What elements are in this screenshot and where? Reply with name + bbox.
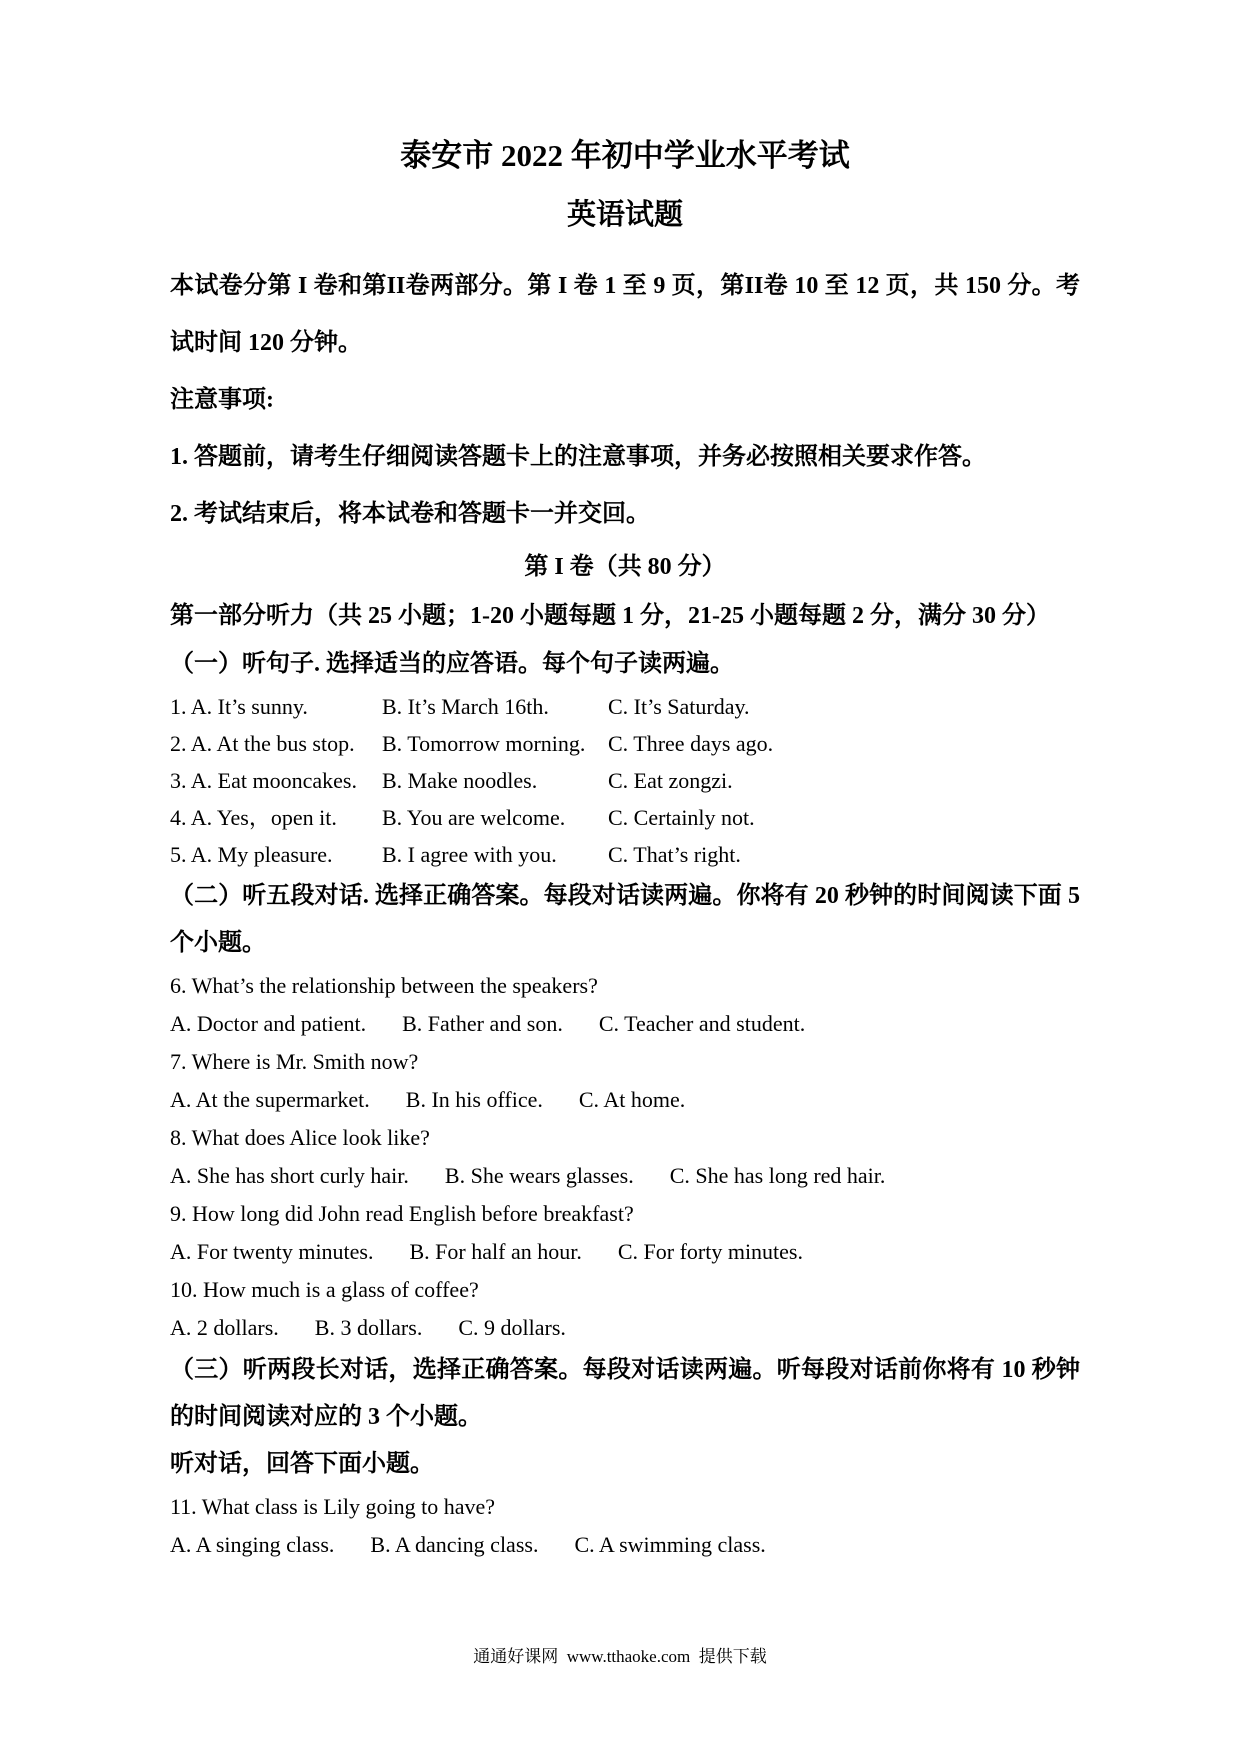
option-b: B. You are welcome. — [382, 805, 566, 830]
page-title: 泰安市 2022 年初中学业水平考试 — [400, 138, 850, 173]
option-b: B. I agree with you. — [382, 842, 557, 867]
listening-item-row-5 — [170, 836, 1080, 873]
option-a: A. 2 dollars. — [170, 1315, 279, 1340]
exam-intro: 本试卷分第 I 卷和第II卷两部分。第 I 卷 1 至 9 页，第II卷 10 至 12 页，共 150 分。考试时间 120 分钟。 — [170, 273, 1080, 356]
section2-heading: （二）听五段对话. 选择正确答案。每段对话读两遍。你将有 20 秒钟的时间阅读下面 5 个小题。 — [170, 883, 1080, 956]
option-a: 5. A. My pleasure. — [170, 842, 333, 867]
answers-row-10 — [170, 1309, 1080, 1347]
option-c: C. Certainly not. — [608, 805, 755, 830]
option-b: B. Tomorrow morning. — [382, 731, 586, 756]
option-c: C. Teacher and student. — [598, 1011, 806, 1036]
option-b: B. A dancing class. — [370, 1532, 539, 1557]
option-b: B. She wears glasses. — [444, 1163, 634, 1188]
option-a: 4. A. Yes，open it. — [170, 805, 337, 830]
listening-item-row-2 — [170, 725, 1080, 762]
section3-heading: （三）听两段长对话，选择正确答案。每段对话读两遍。听每段对话前你将有 10 秒钟的时间阅读对应的 3 个小题。 — [170, 1357, 1080, 1430]
question-8: 8. What does Alice look like? — [170, 1125, 430, 1150]
question-7: 7. Where is Mr. Smith now? — [170, 1049, 419, 1074]
note-item-2: 2. 考试结束后，将本试卷和答题卡一并交回。 — [170, 501, 650, 527]
part1-heading: 第一部分听力（共 25 小题；1-20 小题每题 1 分，21-25 小题每题 2 分，满分 30 分） — [170, 603, 1050, 629]
listening-item-row-3 — [170, 762, 1080, 799]
note-item-1: 1. 答题前，请考生仔细阅读答题卡上的注意事项，并务必按照相关要求作答。 — [170, 444, 986, 470]
option-a: 2. A. At the bus stop. — [170, 731, 355, 756]
option-a: 1. A. It’s sunny. — [170, 694, 308, 719]
option-b: B. 3 dollars. — [314, 1315, 423, 1340]
option-b: B. For half an hour. — [409, 1239, 582, 1264]
answers-row-8 — [170, 1157, 1080, 1195]
answers-row-7 — [170, 1081, 1080, 1119]
listening-item-row-1 — [170, 688, 1080, 725]
volume-heading: 第 I 卷（共 80 分） — [524, 554, 726, 580]
option-c: C. 9 dollars. — [458, 1315, 566, 1340]
section1-heading: （一）听句子. 选择适当的应答语。每个句子读两遍。 — [170, 651, 734, 677]
section3-subheading: 听对话，回答下面小题。 — [170, 1451, 434, 1477]
answers-row-11 — [170, 1526, 1080, 1564]
question-9: 9. How long did John read English before breakfast? — [170, 1201, 634, 1226]
option-c: C. It’s Saturday. — [608, 694, 750, 719]
notes-heading: 注意事项: — [170, 387, 274, 413]
option-c: C. That’s right. — [608, 842, 741, 867]
option-b: B. Father and son. — [402, 1011, 563, 1036]
answers-row-9 — [170, 1233, 1080, 1271]
listening-item-row-4 — [170, 799, 1080, 836]
option-c: C. For forty minutes. — [617, 1239, 803, 1264]
option-b: B. Make noodles. — [382, 768, 538, 793]
option-a: A. At the supermarket. — [170, 1087, 370, 1112]
question-11: 11. What class is Lily going to have? — [170, 1494, 496, 1519]
question-6: 6. What’s the relationship between the speakers? — [170, 973, 598, 998]
answers-row-6 — [170, 1005, 1080, 1043]
option-c: C. She has long red hair. — [669, 1163, 886, 1188]
footer-watermark: 通通好课网 www.tthaoke.com 提供下载 — [473, 1647, 767, 1666]
option-a: A. She has short curly hair. — [170, 1163, 409, 1188]
option-c: C. Three days ago. — [608, 731, 774, 756]
option-a: A. A singing class. — [170, 1532, 335, 1557]
question-10: 10. How much is a glass of coffee? — [170, 1277, 479, 1302]
option-c: C. At home. — [578, 1087, 686, 1112]
option-a: A. Doctor and patient. — [170, 1011, 367, 1036]
option-b: B. It’s March 16th. — [382, 694, 549, 719]
option-a: 3. A. Eat mooncakes. — [170, 768, 357, 793]
option-c: C. A swimming class. — [574, 1532, 766, 1557]
option-c: C. Eat zongzi. — [608, 768, 733, 793]
page-subtitle: 英语试题 — [566, 199, 683, 231]
option-a: A. For twenty minutes. — [170, 1239, 374, 1264]
option-b: B. In his office. — [405, 1087, 543, 1112]
